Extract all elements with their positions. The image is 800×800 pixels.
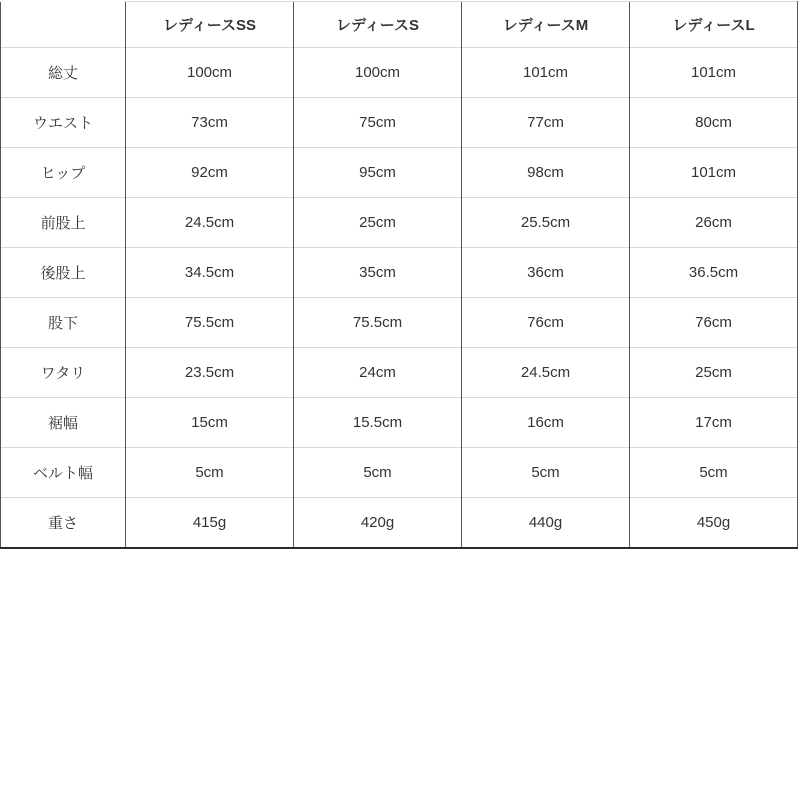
column-header-m: レディースM	[462, 2, 630, 48]
row-label: ベルト幅	[1, 448, 126, 498]
cell-value: 98cm	[462, 148, 630, 198]
cell-value: 24cm	[294, 348, 462, 398]
cell-value: 101cm	[630, 48, 798, 98]
row-label: ワタリ	[1, 348, 126, 398]
cell-value: 76cm	[630, 298, 798, 348]
row-label: ウエスト	[1, 98, 126, 148]
column-header-ss: レディースSS	[126, 2, 294, 48]
cell-value: 73cm	[126, 98, 294, 148]
table-row	[1, 498, 798, 549]
cell-value: 440g	[462, 498, 630, 549]
row-label: 股下	[1, 298, 126, 348]
table-row	[1, 248, 798, 298]
cell-value: 75cm	[294, 98, 462, 148]
column-header-s: レディースS	[294, 2, 462, 48]
cell-value: 100cm	[294, 48, 462, 98]
cell-value: 16cm	[462, 398, 630, 448]
table-row	[1, 198, 798, 248]
corner-cell	[1, 2, 126, 48]
cell-value: 80cm	[630, 98, 798, 148]
cell-value: 34.5cm	[126, 248, 294, 298]
cell-value: 15.5cm	[294, 398, 462, 448]
cell-value: 77cm	[462, 98, 630, 148]
cell-value: 101cm	[630, 148, 798, 198]
cell-value: 75.5cm	[126, 298, 294, 348]
row-label: ヒップ	[1, 148, 126, 198]
size-chart-table	[0, 1, 798, 549]
cell-value: 415g	[126, 498, 294, 549]
cell-value: 76cm	[462, 298, 630, 348]
cell-value: 95cm	[294, 148, 462, 198]
cell-value: 5cm	[630, 448, 798, 498]
cell-value: 17cm	[630, 398, 798, 448]
cell-value: 23.5cm	[126, 348, 294, 398]
cell-value: 101cm	[462, 48, 630, 98]
table-row	[1, 298, 798, 348]
table-row	[1, 348, 798, 398]
cell-value: 26cm	[630, 198, 798, 248]
cell-value: 35cm	[294, 248, 462, 298]
row-label: 後股上	[1, 248, 126, 298]
cell-value: 75.5cm	[294, 298, 462, 348]
row-label: 裾幅	[1, 398, 126, 448]
cell-value: 24.5cm	[462, 348, 630, 398]
cell-value: 36.5cm	[630, 248, 798, 298]
row-label: 前股上	[1, 198, 126, 248]
cell-value: 36cm	[462, 248, 630, 298]
header-row	[1, 2, 798, 48]
cell-value: 5cm	[294, 448, 462, 498]
cell-value: 25.5cm	[462, 198, 630, 248]
row-label: 総丈	[1, 48, 126, 98]
cell-value: 25cm	[630, 348, 798, 398]
cell-value: 5cm	[462, 448, 630, 498]
cell-value: 420g	[294, 498, 462, 549]
column-header-l: レディースL	[630, 2, 798, 48]
cell-value: 100cm	[126, 48, 294, 98]
cell-value: 450g	[630, 498, 798, 549]
table-row	[1, 148, 798, 198]
cell-value: 5cm	[126, 448, 294, 498]
cell-value: 92cm	[126, 148, 294, 198]
row-label: 重さ	[1, 498, 126, 549]
cell-value: 25cm	[294, 198, 462, 248]
cell-value: 15cm	[126, 398, 294, 448]
table-row	[1, 398, 798, 448]
table-row	[1, 48, 798, 98]
cell-value: 24.5cm	[126, 198, 294, 248]
table-row	[1, 448, 798, 498]
table-row	[1, 98, 798, 148]
